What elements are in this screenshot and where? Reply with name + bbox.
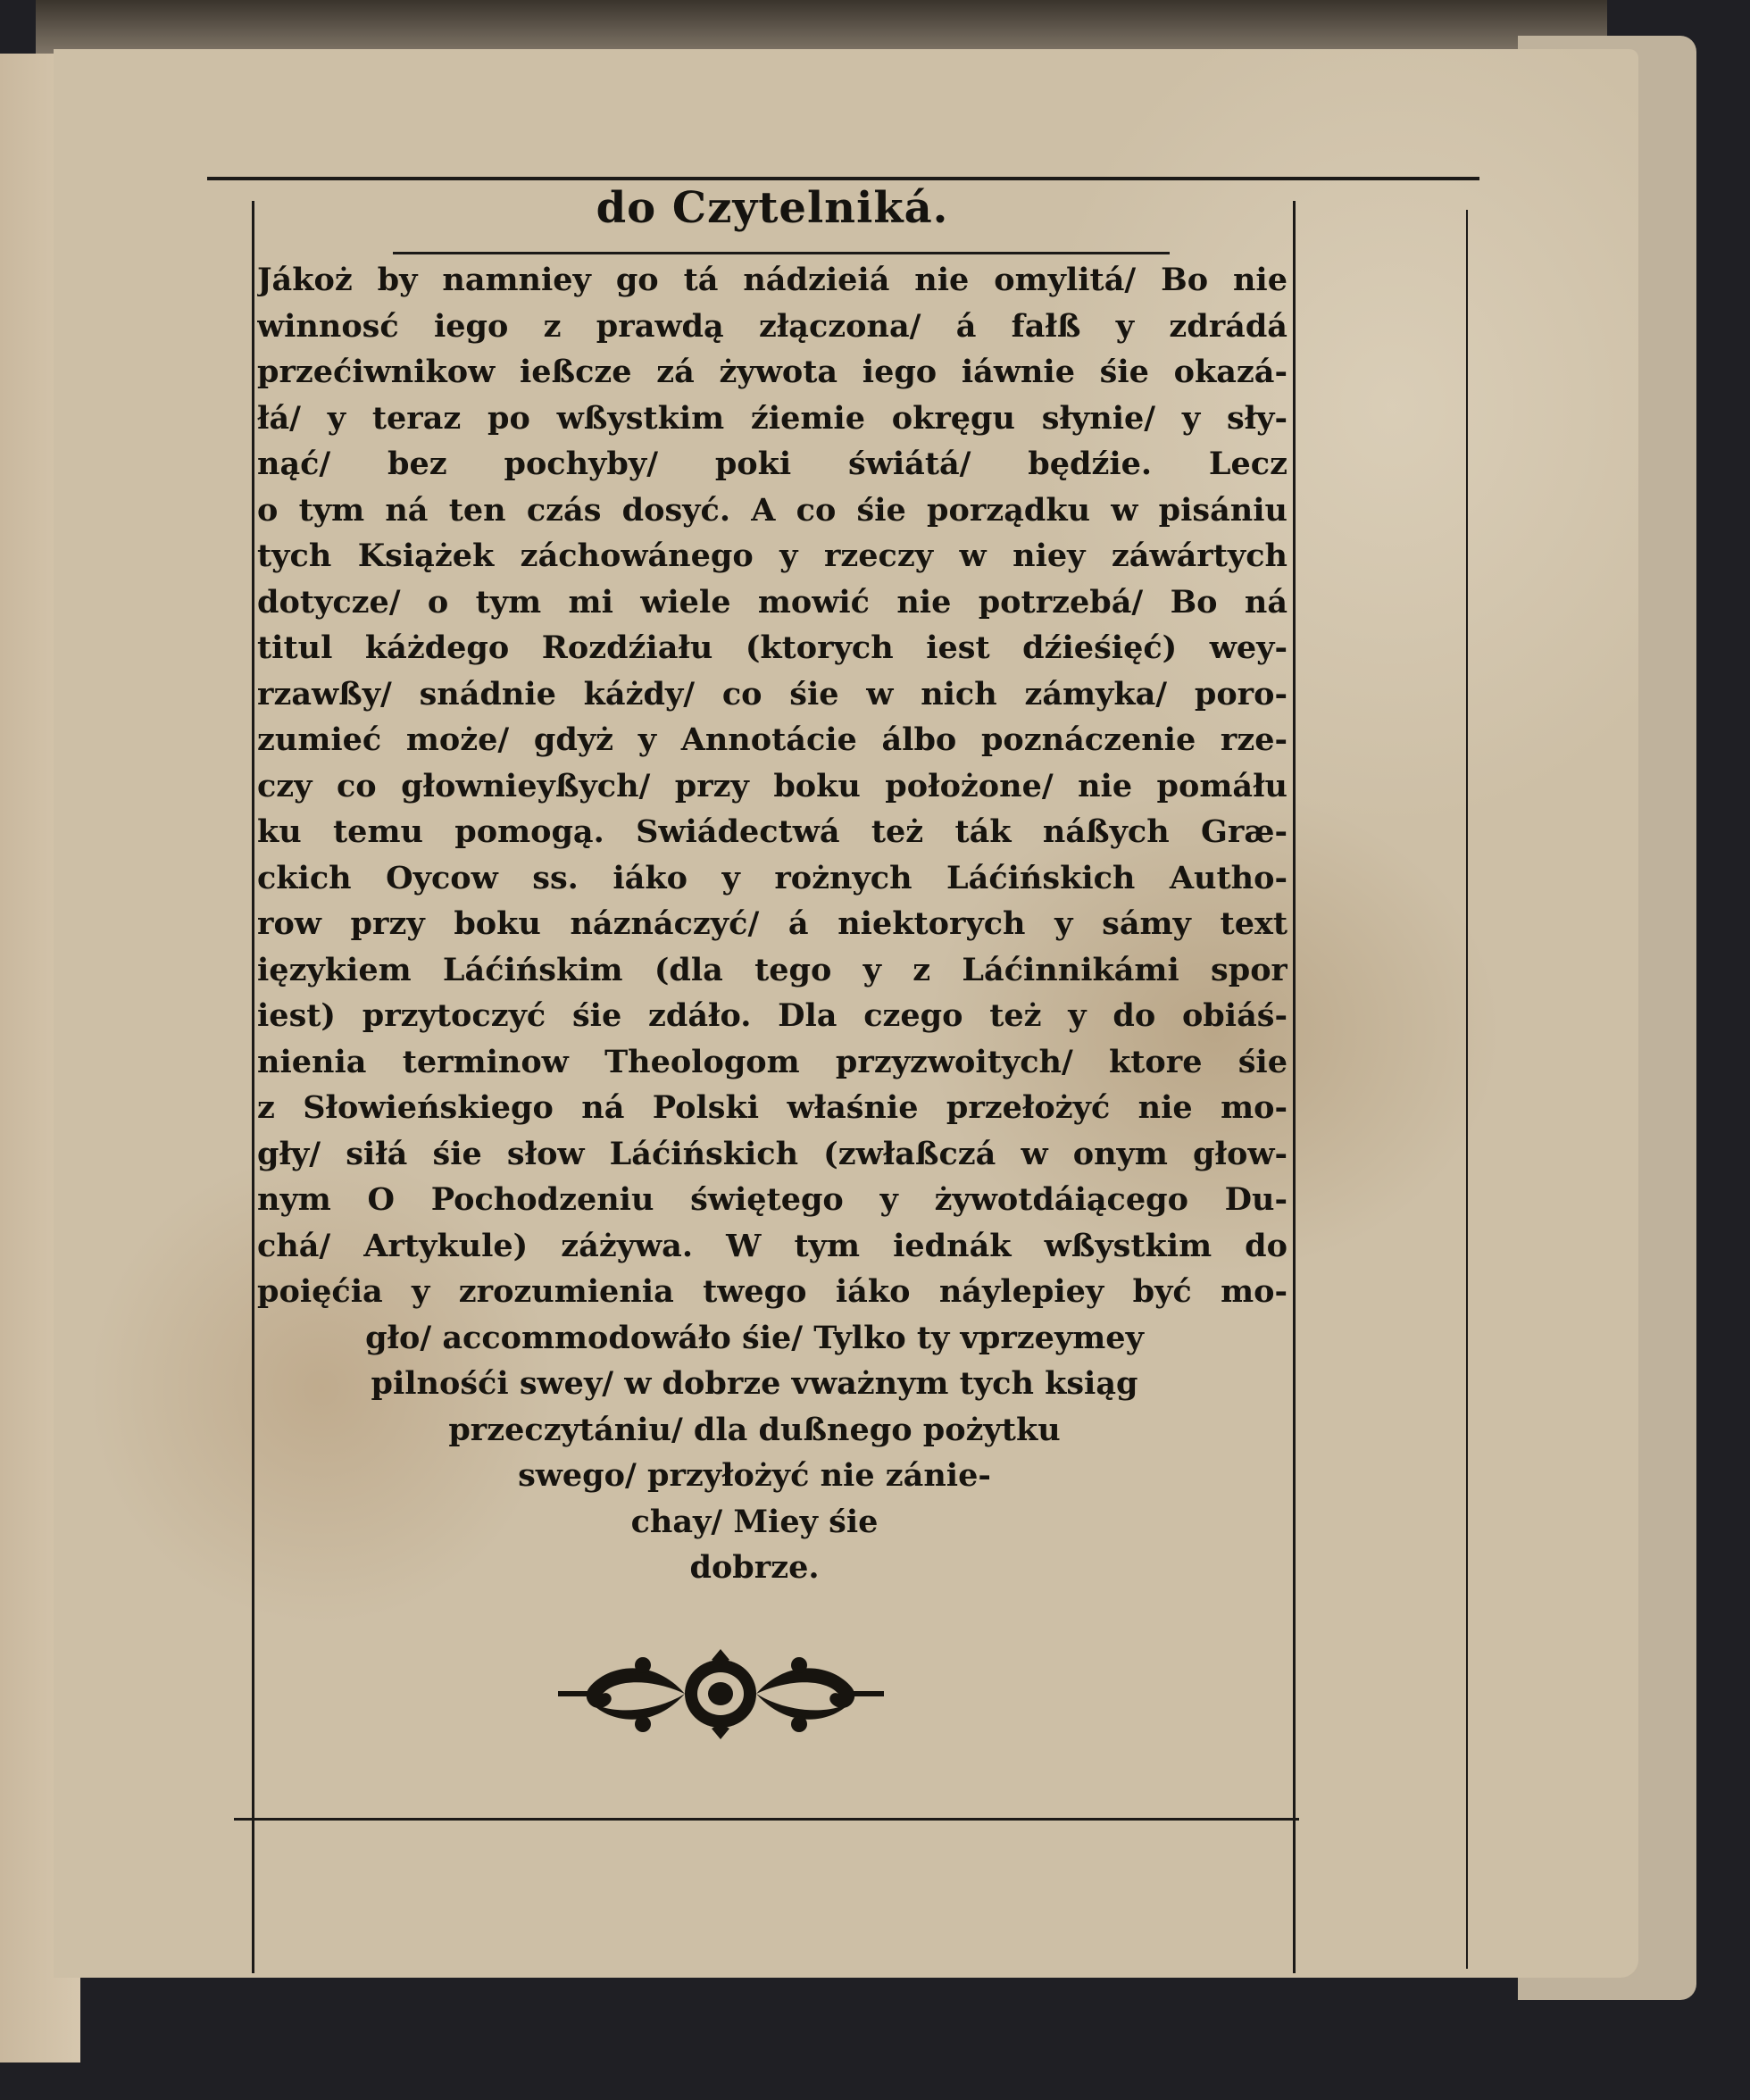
text-line: nąć/ bez pochyby/ poki świátá/ będźie. Lecz [257,446,1288,482]
text-line: z Słowieńskiego ná Polski właśnie przełożyć nie mo- [257,1089,1288,1126]
text-line: chá/ Artykule) záżywa. W tym iednák wßystkim do [257,1227,1288,1264]
closing-text-line: dobrze. [689,1549,820,1586]
text-line: gły/ siłá śie słow Láćińskich (zwłaßczá w onym głow- [257,1135,1288,1172]
text-line: o tym ná ten czás dosyć. A co śie porządku w pisániu [257,491,1288,529]
text-line: winnosć iego z prawdą złączona/ á fałß y zdrádá [257,307,1288,345]
text-line: ckich Oycow ss. iáko y rożnych Láćińskich Autho- [257,859,1288,896]
closing-text-line: pilnośći swey/ w dobrze vważnym tych ksiąg [371,1365,1138,1402]
text-line: przećiwnikow ießcze zá żywota iego iáwnie śie okazá- [257,354,1288,390]
text-line: dotycze/ o tym mi wiele mowić nie potrzebá/ Bo ná [257,583,1288,621]
closing-text-line: przeczytániu/ dla dußnego pożytku [448,1411,1061,1448]
bottom-rule [234,1818,1299,1821]
text-line: tych Książek záchowánego y rzeczy w niey záwártych [257,538,1288,574]
fleuron-ornament-icon [554,1647,888,1741]
text-line: nienia terminow Theologom przyzwoitych/ ktore śie [257,1043,1288,1080]
outer-right-frame-line [1466,210,1468,1969]
text-line: zumieć może/ gdyż y Annotácie álbo poznáczenie rze- [257,721,1288,758]
text-line: rzawßy/ snádnie káżdy/ co śie w nich zámyka/ poro- [257,675,1288,712]
closing-text-line: swego/ przyłożyć nie zánie- [518,1457,991,1494]
text-line: iest) przytoczyć śie zdáło. Dla czego też y do obiáś- [257,997,1288,1034]
heading-underline [393,252,1170,254]
text-line: ku temu pomogą. Swiádectwá też ták náßych Græ- [257,813,1288,850]
closing-text-line: chay/ Miey śie [630,1503,879,1540]
left-frame-line [252,201,254,1973]
page-body-text [257,257,1288,1591]
text-line: ięzykiem Láćińskim (dla tego y z Láćinnikámi spor [257,951,1288,988]
text-line: poięćia y zrozumienia twego iáko náylepiey być mo- [257,1273,1288,1310]
text-line: row przy boku náznáczyć/ á niektorych y sámy text [257,905,1288,942]
closing-text-line: gło/ accommodowáło śie/ Tylko ty vprzeymey [365,1319,1144,1356]
text-line: nym O Pochodzeniu świętego y żywotdáiącego Du- [257,1181,1288,1218]
text-line: Jákoż by namniey go tá nádzieiá nie omylitá/ Bo nie [257,262,1288,298]
text-line: czy co głownieyßych/ przy boku położone/ nie pomáłu [257,767,1288,804]
right-frame-line [1293,201,1296,1973]
page-heading: do Czytelniká. [596,183,949,233]
top-rule [207,177,1479,180]
text-line: łá/ y teraz po wßystkim źiemie okręgu słynie/ y sły- [257,399,1288,437]
text-line: titul káżdego Rozdźiału (ktorych iest dźieśięć) wey- [257,629,1288,666]
